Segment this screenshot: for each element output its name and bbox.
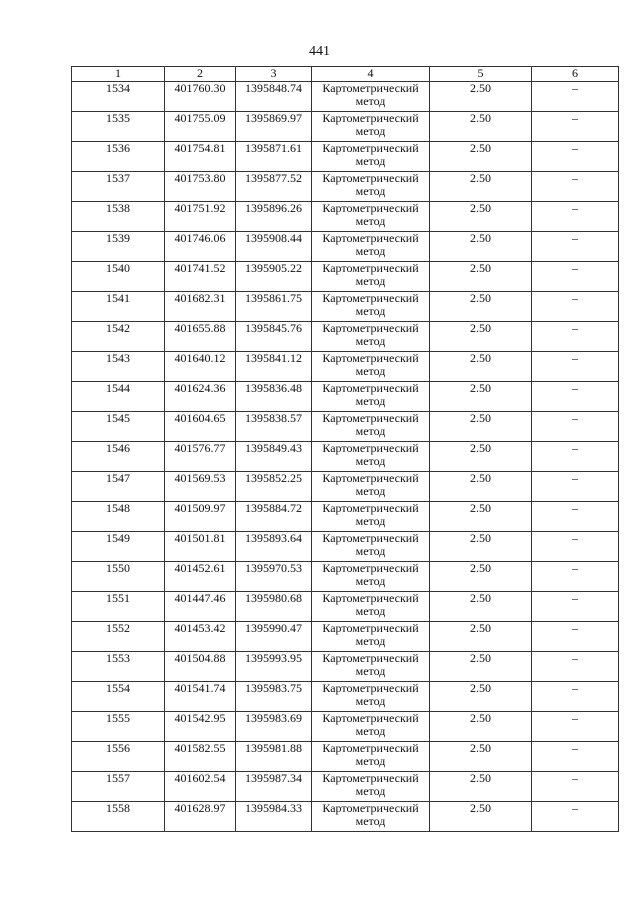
point-number-cell: 1543 [72, 352, 165, 382]
x-coordinate-cell: 401682.31 [165, 292, 236, 322]
x-coordinate-cell: 401569.53 [165, 472, 236, 502]
table-row [72, 562, 619, 592]
y-coordinate-cell: 1395983.75 [236, 682, 312, 712]
accuracy-cell: 2.50 [430, 112, 532, 142]
method-line-1: Картометрический [322, 411, 419, 425]
point-number-cell: 1534 [72, 82, 165, 112]
accuracy-cell: 2.50 [430, 292, 532, 322]
table-row [72, 592, 619, 622]
table-row [72, 652, 619, 682]
method-cell [312, 322, 430, 352]
table-row [72, 82, 619, 112]
y-coordinate-cell: 1395869.97 [236, 112, 312, 142]
method-line-2: метод [355, 274, 386, 288]
point-number-cell: 1557 [72, 772, 165, 802]
y-coordinate-cell: 1395970.53 [236, 562, 312, 592]
table-row [72, 682, 619, 712]
accuracy-cell: 2.50 [430, 682, 532, 712]
column-header: 5 [430, 67, 532, 82]
method-line-2: метод [355, 724, 386, 738]
accuracy-cell: 2.50 [430, 592, 532, 622]
method-cell [312, 202, 430, 232]
note-cell: – [532, 112, 619, 142]
table-row [72, 202, 619, 232]
accuracy-cell: 2.50 [430, 322, 532, 352]
point-number-cell: 1547 [72, 472, 165, 502]
note-cell: – [532, 142, 619, 172]
method-cell [312, 412, 430, 442]
table-row [72, 802, 619, 832]
method-line-1: Картометрический [322, 111, 419, 125]
y-coordinate-cell: 1395983.69 [236, 712, 312, 742]
method-line-1: Картометрический [322, 261, 419, 275]
table-row [72, 172, 619, 202]
y-coordinate-cell: 1395981.88 [236, 742, 312, 772]
method-cell [312, 502, 430, 532]
method-line-2: метод [355, 214, 386, 228]
method-line-2: метод [355, 124, 386, 138]
note-cell: – [532, 712, 619, 742]
y-coordinate-cell: 1395852.25 [236, 472, 312, 502]
column-header: 4 [312, 67, 430, 82]
method-line-2: метод [355, 304, 386, 318]
x-coordinate-cell: 401447.46 [165, 592, 236, 622]
table-row [72, 472, 619, 502]
accuracy-cell: 2.50 [430, 772, 532, 802]
method-line-1: Картометрический [322, 531, 419, 545]
method-line-1: Картометрический [322, 291, 419, 305]
method-line-2: метод [355, 94, 386, 108]
note-cell: – [532, 82, 619, 112]
method-line-1: Картометрический [322, 441, 419, 455]
method-line-1: Картометрический [322, 351, 419, 365]
note-cell: – [532, 802, 619, 832]
method-cell [312, 142, 430, 172]
x-coordinate-cell: 401746.06 [165, 232, 236, 262]
method-line-1: Картометрический [322, 201, 419, 215]
method-line-2: метод [355, 814, 386, 828]
accuracy-cell: 2.50 [430, 352, 532, 382]
method-cell [312, 772, 430, 802]
method-line-2: метод [355, 544, 386, 558]
method-cell [312, 262, 430, 292]
table-row [72, 262, 619, 292]
note-cell: – [532, 382, 619, 412]
point-number-cell: 1549 [72, 532, 165, 562]
point-number-cell: 1548 [72, 502, 165, 532]
method-cell [312, 382, 430, 412]
note-cell: – [532, 562, 619, 592]
y-coordinate-cell: 1395893.64 [236, 532, 312, 562]
point-number-cell: 1554 [72, 682, 165, 712]
column-header: 6 [532, 67, 619, 82]
note-cell: – [532, 262, 619, 292]
x-coordinate-cell: 401504.88 [165, 652, 236, 682]
method-cell [312, 112, 430, 142]
table-row [72, 232, 619, 262]
table-row [72, 352, 619, 382]
method-cell [312, 82, 430, 112]
method-line-1: Картометрический [322, 501, 419, 515]
accuracy-cell: 2.50 [430, 652, 532, 682]
method-line-1: Картометрический [322, 171, 419, 185]
y-coordinate-cell: 1395987.34 [236, 772, 312, 802]
method-line-1: Картометрический [322, 651, 419, 665]
y-coordinate-cell: 1395849.43 [236, 442, 312, 472]
point-number-cell: 1551 [72, 592, 165, 622]
y-coordinate-cell: 1395838.57 [236, 412, 312, 442]
table-row [72, 412, 619, 442]
y-coordinate-cell: 1395990.47 [236, 622, 312, 652]
x-coordinate-cell: 401501.81 [165, 532, 236, 562]
point-number-cell: 1535 [72, 112, 165, 142]
x-coordinate-cell: 401655.88 [165, 322, 236, 352]
note-cell: – [532, 172, 619, 202]
x-coordinate-cell: 401602.54 [165, 772, 236, 802]
accuracy-cell: 2.50 [430, 712, 532, 742]
table-row [72, 622, 619, 652]
accuracy-cell: 2.50 [430, 262, 532, 292]
table-header-row [72, 67, 619, 82]
note-cell: – [532, 592, 619, 622]
y-coordinate-cell: 1395871.61 [236, 142, 312, 172]
table-row [72, 772, 619, 802]
note-cell: – [532, 682, 619, 712]
method-line-2: метод [355, 754, 386, 768]
table-row [72, 712, 619, 742]
point-number-cell: 1555 [72, 712, 165, 742]
method-line-1: Картометрический [322, 81, 419, 95]
method-line-2: метод [355, 364, 386, 378]
point-number-cell: 1546 [72, 442, 165, 472]
point-number-cell: 1536 [72, 142, 165, 172]
point-number-cell: 1558 [72, 802, 165, 832]
method-line-2: метод [355, 604, 386, 618]
accuracy-cell: 2.50 [430, 472, 532, 502]
column-header: 1 [72, 67, 165, 82]
method-line-1: Картометрический [322, 321, 419, 335]
y-coordinate-cell: 1395993.95 [236, 652, 312, 682]
accuracy-cell: 2.50 [430, 382, 532, 412]
y-coordinate-cell: 1395905.22 [236, 262, 312, 292]
x-coordinate-cell: 401624.36 [165, 382, 236, 412]
x-coordinate-cell: 401741.52 [165, 262, 236, 292]
table-row [72, 142, 619, 172]
x-coordinate-cell: 401542.95 [165, 712, 236, 742]
method-line-2: метод [355, 694, 386, 708]
x-coordinate-cell: 401754.81 [165, 142, 236, 172]
accuracy-cell: 2.50 [430, 562, 532, 592]
method-line-2: метод [355, 244, 386, 258]
y-coordinate-cell: 1395980.68 [236, 592, 312, 622]
accuracy-cell: 2.50 [430, 742, 532, 772]
accuracy-cell: 2.50 [430, 172, 532, 202]
table-row [72, 532, 619, 562]
x-coordinate-cell: 401755.09 [165, 112, 236, 142]
note-cell: – [532, 202, 619, 232]
y-coordinate-cell: 1395908.44 [236, 232, 312, 262]
y-coordinate-cell: 1395877.52 [236, 172, 312, 202]
table-row [72, 502, 619, 532]
method-line-2: метод [355, 334, 386, 348]
method-line-1: Картометрический [322, 561, 419, 575]
method-line-2: метод [355, 154, 386, 168]
point-number-cell: 1545 [72, 412, 165, 442]
method-cell [312, 472, 430, 502]
method-cell [312, 562, 430, 592]
x-coordinate-cell: 401751.92 [165, 202, 236, 232]
y-coordinate-cell: 1395836.48 [236, 382, 312, 412]
method-line-1: Картометрический [322, 711, 419, 725]
method-line-1: Картометрический [322, 231, 419, 245]
column-header: 3 [236, 67, 312, 82]
method-cell [312, 532, 430, 562]
method-cell [312, 352, 430, 382]
point-number-cell: 1552 [72, 622, 165, 652]
point-number-cell: 1550 [72, 562, 165, 592]
point-number-cell: 1537 [72, 172, 165, 202]
method-cell [312, 232, 430, 262]
table-row [72, 442, 619, 472]
point-number-cell: 1538 [72, 202, 165, 232]
note-cell: – [532, 622, 619, 652]
method-line-2: метод [355, 424, 386, 438]
method-cell [312, 802, 430, 832]
method-line-2: метод [355, 394, 386, 408]
method-line-1: Картометрический [322, 801, 419, 815]
x-coordinate-cell: 401628.97 [165, 802, 236, 832]
accuracy-cell: 2.50 [430, 412, 532, 442]
y-coordinate-cell: 1395884.72 [236, 502, 312, 532]
method-line-1: Картометрический [322, 591, 419, 605]
accuracy-cell: 2.50 [430, 202, 532, 232]
note-cell: – [532, 442, 619, 472]
x-coordinate-cell: 401753.80 [165, 172, 236, 202]
method-line-2: метод [355, 574, 386, 588]
y-coordinate-cell: 1395984.33 [236, 802, 312, 832]
accuracy-cell: 2.50 [430, 142, 532, 172]
note-cell: – [532, 742, 619, 772]
method-cell [312, 742, 430, 772]
note-cell: – [532, 472, 619, 502]
method-cell [312, 652, 430, 682]
x-coordinate-cell: 401640.12 [165, 352, 236, 382]
point-number-cell: 1553 [72, 652, 165, 682]
method-cell [312, 682, 430, 712]
table-body [72, 82, 619, 832]
y-coordinate-cell: 1395848.74 [236, 82, 312, 112]
accuracy-cell: 2.50 [430, 532, 532, 562]
y-coordinate-cell: 1395896.26 [236, 202, 312, 232]
x-coordinate-cell: 401541.74 [165, 682, 236, 712]
y-coordinate-cell: 1395841.12 [236, 352, 312, 382]
method-line-1: Картометрический [322, 621, 419, 635]
method-line-1: Картометрический [322, 471, 419, 485]
table-row [72, 292, 619, 322]
point-number-cell: 1542 [72, 322, 165, 352]
accuracy-cell: 2.50 [430, 82, 532, 112]
table-row [72, 742, 619, 772]
accuracy-cell: 2.50 [430, 802, 532, 832]
accuracy-cell: 2.50 [430, 502, 532, 532]
y-coordinate-cell: 1395861.75 [236, 292, 312, 322]
table-row [72, 322, 619, 352]
method-line-2: метод [355, 634, 386, 648]
point-number-cell: 1541 [72, 292, 165, 322]
method-line-1: Картометрический [322, 741, 419, 755]
x-coordinate-cell: 401452.61 [165, 562, 236, 592]
table-row [72, 112, 619, 142]
x-coordinate-cell: 401582.55 [165, 742, 236, 772]
coordinates-table [71, 66, 619, 832]
method-cell [312, 712, 430, 742]
x-coordinate-cell: 401760.30 [165, 82, 236, 112]
method-line-2: метод [355, 484, 386, 498]
note-cell: – [532, 502, 619, 532]
method-line-2: метод [355, 514, 386, 528]
note-cell: – [532, 232, 619, 262]
note-cell: – [532, 352, 619, 382]
method-cell [312, 172, 430, 202]
note-cell: – [532, 772, 619, 802]
method-line-2: метод [355, 454, 386, 468]
accuracy-cell: 2.50 [430, 442, 532, 472]
note-cell: – [532, 292, 619, 322]
method-cell [312, 622, 430, 652]
point-number-cell: 1540 [72, 262, 165, 292]
note-cell: – [532, 652, 619, 682]
point-number-cell: 1544 [72, 382, 165, 412]
method-line-2: метод [355, 184, 386, 198]
point-number-cell: 1556 [72, 742, 165, 772]
table-row [72, 382, 619, 412]
method-cell [312, 442, 430, 472]
x-coordinate-cell: 401604.65 [165, 412, 236, 442]
method-line-1: Картометрический [322, 381, 419, 395]
x-coordinate-cell: 401576.77 [165, 442, 236, 472]
method-line-2: метод [355, 784, 386, 798]
note-cell: – [532, 322, 619, 352]
accuracy-cell: 2.50 [430, 232, 532, 262]
x-coordinate-cell: 401453.42 [165, 622, 236, 652]
note-cell: – [532, 412, 619, 442]
column-header: 2 [165, 67, 236, 82]
y-coordinate-cell: 1395845.76 [236, 322, 312, 352]
page-number: 441 [309, 44, 330, 59]
method-line-1: Картометрический [322, 681, 419, 695]
method-cell [312, 592, 430, 622]
accuracy-cell: 2.50 [430, 622, 532, 652]
method-line-1: Картометрический [322, 771, 419, 785]
note-cell: – [532, 532, 619, 562]
method-line-2: метод [355, 664, 386, 678]
point-number-cell: 1539 [72, 232, 165, 262]
method-line-1: Картометрический [322, 141, 419, 155]
x-coordinate-cell: 401509.97 [165, 502, 236, 532]
method-cell [312, 292, 430, 322]
